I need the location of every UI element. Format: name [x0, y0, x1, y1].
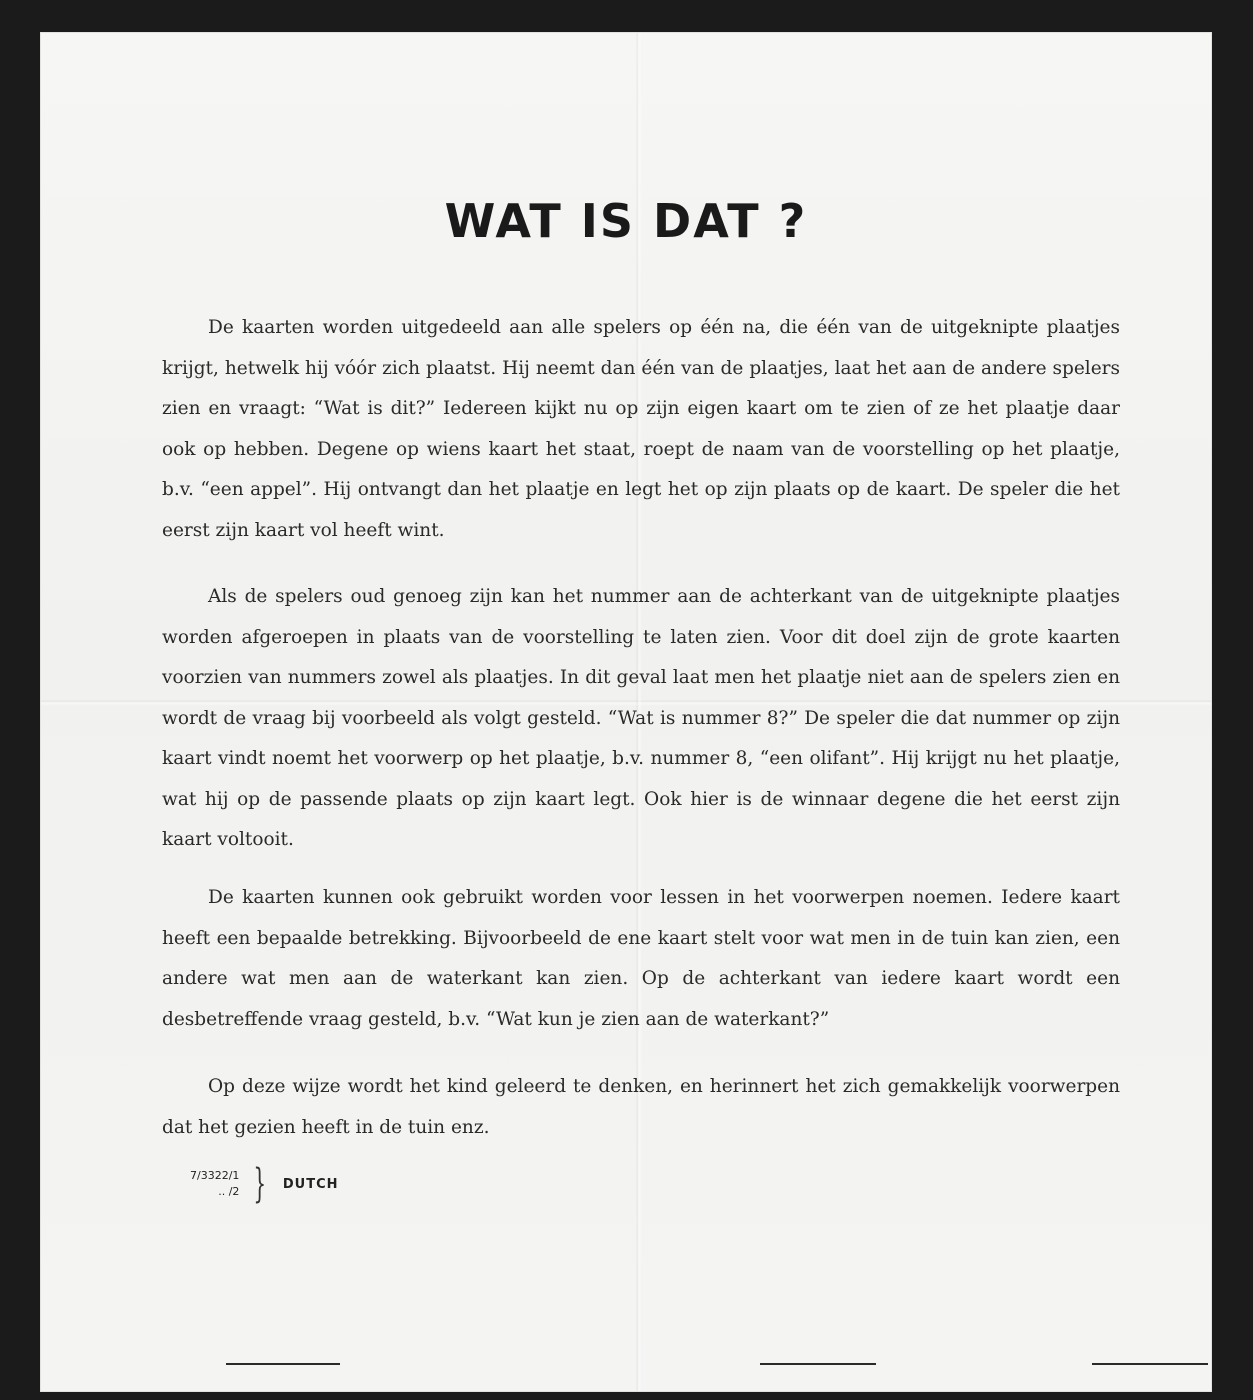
- instruction-sheet: [40, 32, 1212, 1392]
- bottom-rule-left: [226, 1363, 340, 1365]
- print-code-2: .. /2: [218, 1185, 240, 1198]
- print-codes: [190, 1168, 239, 1200]
- print-code-1: 7/3322/1: [190, 1169, 240, 1182]
- bottom-rule-right: [1092, 1363, 1208, 1365]
- print-code-block: [190, 1159, 339, 1209]
- curly-brace-icon: }: [253, 1161, 267, 1207]
- paragraph-naming-lessons: De kaarten kunnen ook gebruikt worden voor lessen in het voorwerpen noemen. Iedere kaart heeft een bepaalde betrekking. Bijvoorbeeld de ene kaart stelt voor wat men in de tuin kan zien, een andere wat men aan de waterkant kan zien. Op de achterkant van iedere kaart wordt een desbetreffende vraag gesteld, b.v. “Wat kun je zien aan de waterkant?”: [162, 887, 1120, 1030]
- paragraph-how-to-play: De kaarten worden uitgedeeld aan alle spelers op één na, die één van de uitgeknipte plaatjes krijgt, hetwelk hij vóór zich plaatst. Hij neemt dan één van de plaatjes, laat het aan de andere spelers zien en vraagt: “Wat is dit?” Iedereen kijkt nu op zijn eigen kaart om te zien of ze het plaatje daar ook op hebben. Degene op wiens kaart het staat, roept de naam van de voorstelling op het plaatje, b.v. “een appel”. Hij ontvangt dan het plaatje en legt het op zijn plaats op de kaart. De speler die het eerst zijn kaart vol heeft wint.: [162, 317, 1120, 541]
- paragraph-number-variant: Als de spelers oud genoeg zijn kan het nummer aan de achterkant van de uitgeknipte plaatjes worden afgeroepen in plaats van de voorstelling te laten zien. Voor dit doel zijn de grote kaarten voorzien van nummers zowel als plaatjes. In dit geval laat men het plaatje niet aan de spelers zien en wordt de vraag bij voorbeeld als volgt gesteld. “Wat is nummer 8?” De speler die dat nummer op zijn kaart vindt noemt het voorwerp op het plaatje, b.v. nummer 8, “een olifant”. Hij krijgt nu het plaatje, wat hij op de passende plaats op zijn kaart legt. Ook hier is de winnaar degene die het eerst zijn kaart voltooit.: [162, 586, 1120, 850]
- paragraph-conclusion: Op deze wijze wordt het kind geleerd te denken, en herinnert het zich gemakkelijk voorwerpen dat het gezien heeft in de tuin enz.: [162, 1076, 1120, 1138]
- language-label: DUTCH: [282, 1176, 339, 1192]
- bottom-rule-middle: [760, 1363, 876, 1365]
- document-title: WAT IS DAT ?: [444, 194, 808, 248]
